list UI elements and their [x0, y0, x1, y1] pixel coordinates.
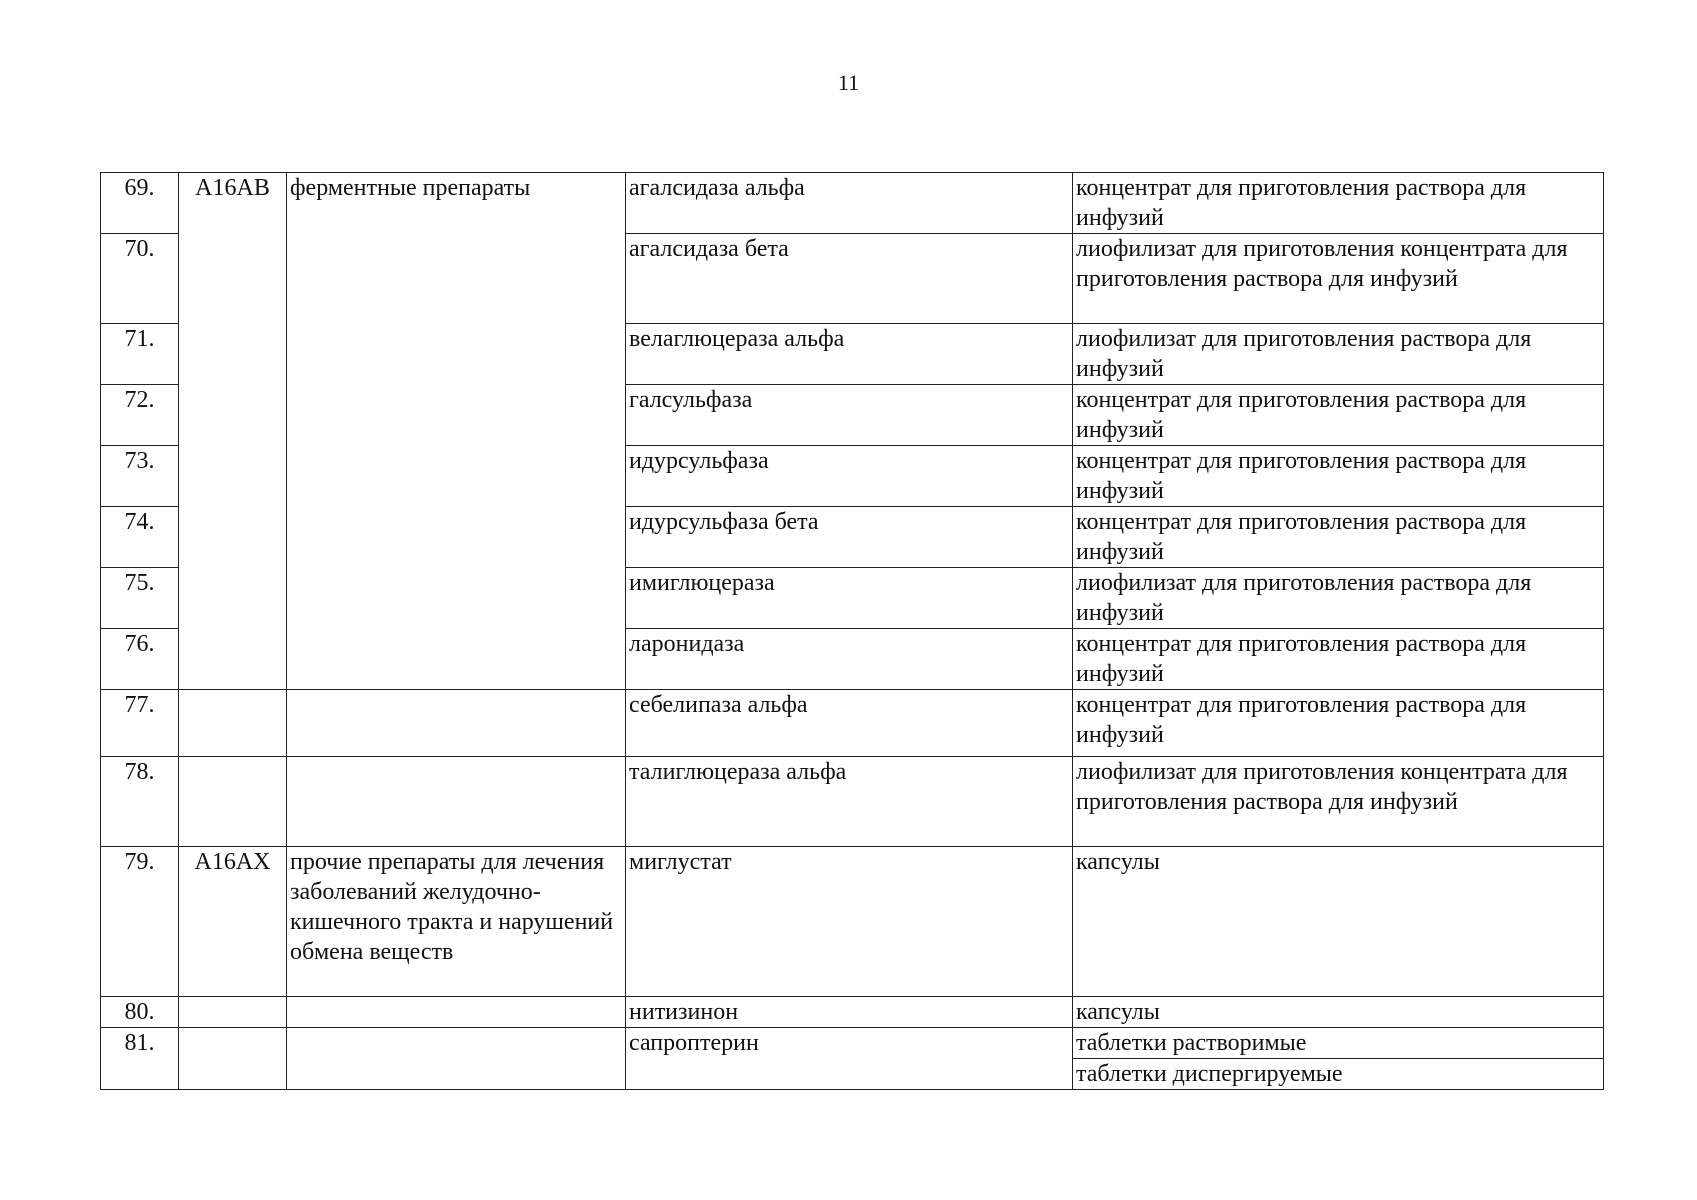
atc-code: A16AX: [179, 847, 287, 997]
row-number: 75.: [101, 568, 179, 629]
atc-code-empty: [179, 757, 287, 847]
pharmacological-group: прочие препараты для лечения заболеваний желудочно-кишечного тракта и нарушений обмена веществ: [287, 847, 626, 997]
table-row: [101, 997, 1604, 1028]
drug-name: себелипаза альфа: [626, 690, 1073, 757]
pharmacological-group-empty: [287, 997, 626, 1028]
row-number: 74.: [101, 507, 179, 568]
dosage-form: концентрат для приготовления раствора для инфузий: [1073, 690, 1604, 757]
dosage-form: концентрат для приготовления раствора для инфузий: [1073, 173, 1604, 234]
table-row: [101, 173, 1604, 234]
table-row: [101, 1028, 1604, 1090]
row-number: 71.: [101, 324, 179, 385]
dosage-form: лиофилизат для приготовления концентрата для приготовления раствора для инфузий: [1073, 757, 1604, 847]
pharmacological-group: ферментные препараты: [287, 173, 626, 690]
dosage-form: концентрат для приготовления раствора для инфузий: [1073, 507, 1604, 568]
pharmacological-group-empty: [287, 690, 626, 757]
atc-code-empty: [179, 690, 287, 757]
row-number: 81.: [101, 1028, 179, 1090]
drug-name: имиглюцераза: [626, 568, 1073, 629]
drug-name: идурсульфаза бета: [626, 507, 1073, 568]
drug-name: идурсульфаза: [626, 446, 1073, 507]
atc-code-empty: [179, 997, 287, 1028]
row-number: 79.: [101, 847, 179, 997]
drug-table: [100, 172, 1604, 1090]
dosage-form: капсулы: [1073, 847, 1604, 997]
drug-name: нитизинон: [626, 997, 1073, 1028]
table-row: [101, 847, 1604, 997]
page-number: 11: [837, 70, 860, 95]
row-number: 78.: [101, 757, 179, 847]
drug-name: агалсидаза альфа: [626, 173, 1073, 234]
pharmacological-group-empty: [287, 1028, 626, 1090]
dosage-form: капсулы: [1073, 997, 1604, 1028]
drug-name: миглустат: [626, 847, 1073, 997]
atc-code-empty: [179, 1028, 287, 1090]
table-row: [101, 757, 1604, 847]
drug-name: талиглюцераза альфа: [626, 757, 1073, 847]
drug-name: ларонидаза: [626, 629, 1073, 690]
dosage-form: лиофилизат для приготовления концентрата для приготовления раствора для инфузий: [1073, 234, 1604, 324]
dosage-form: таблетки растворимые: [1076, 1030, 1307, 1056]
drug-name: сапроптерин: [626, 1028, 1073, 1090]
drug-name: галсульфаза: [626, 385, 1073, 446]
dosage-form: концентрат для приготовления раствора для инфузий: [1073, 629, 1604, 690]
row-number: 70.: [101, 234, 179, 324]
row-number: 76.: [101, 629, 179, 690]
row-number: 77.: [101, 690, 179, 757]
drug-name: велаглюцераза альфа: [626, 324, 1073, 385]
row-number: 73.: [101, 446, 179, 507]
drug-name: агалсидаза бета: [626, 234, 1073, 324]
dosage-form: лиофилизат для приготовления раствора для инфузий: [1073, 568, 1604, 629]
dosage-form: концентрат для приготовления раствора для инфузий: [1073, 446, 1604, 507]
row-number: 80.: [101, 997, 179, 1028]
row-number: 69.: [101, 173, 179, 234]
dosage-form: концентрат для приготовления раствора для инфузий: [1073, 385, 1604, 446]
dosage-form: лиофилизат для приготовления раствора для инфузий: [1073, 324, 1604, 385]
atc-code: A16AB: [179, 173, 287, 690]
row-number: 72.: [101, 385, 179, 446]
pharmacological-group-empty: [287, 757, 626, 847]
table-row: [101, 690, 1604, 757]
dosage-form: таблетки диспергируемые: [1073, 1058, 1603, 1089]
dosage-form-list: [1073, 1028, 1604, 1090]
